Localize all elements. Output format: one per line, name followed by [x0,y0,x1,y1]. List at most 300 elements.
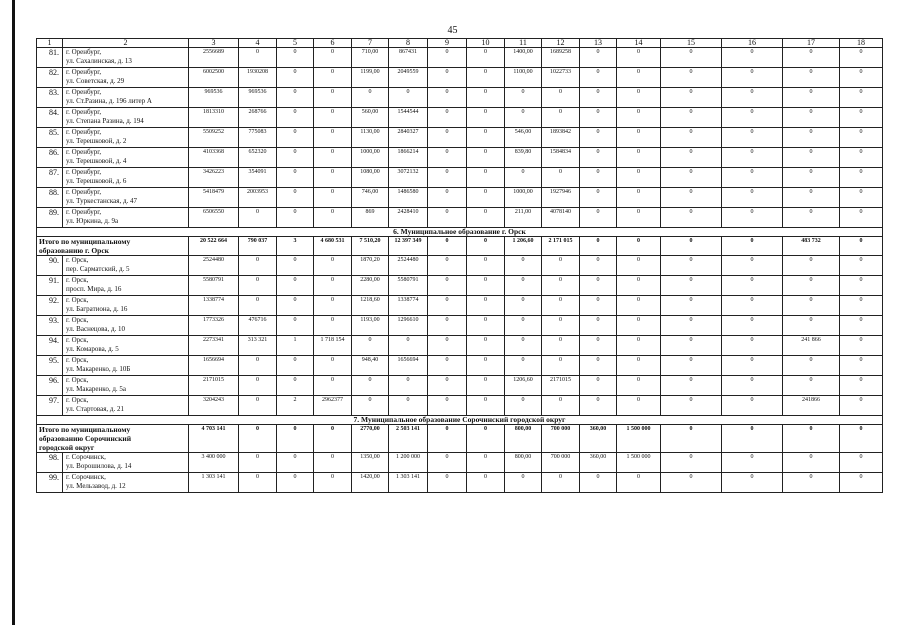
value-cell: 1130,00 [352,128,389,148]
value-cell: 4103368 [189,148,239,168]
value-cell: 0 [277,48,314,68]
column-number-cell: 8 [389,39,428,48]
value-cell: 0 [617,356,661,376]
value-cell: 1656694 [389,356,428,376]
address-cell [63,316,189,336]
value-cell: 0 [580,336,617,356]
table-row [37,128,883,148]
value-cell: 0 [277,356,314,376]
value-cell: 0 [428,453,467,473]
table-row [37,48,883,68]
value-cell: 0 [314,208,352,228]
row-number: 99. [37,473,63,493]
value-cell: 0 [352,376,389,396]
value-cell: 0 [542,256,580,276]
total-row [37,425,883,453]
value-cell: 0 [314,296,352,316]
column-number-cell: 2 [63,39,189,48]
address-line: ул. Васнецова, д. 10 [66,325,126,333]
value-cell: 0 [840,356,883,376]
address-line: г. Оренбург, [66,108,102,116]
value-cell: 0 [722,296,783,316]
address-cell [63,48,189,68]
address-cell [63,168,189,188]
value-cell: 0 [661,473,722,493]
value-cell: 0 [467,256,505,276]
value-cell: 0 [239,276,277,296]
value-cell: 0 [617,276,661,296]
total-label-line: городской округ [39,443,95,452]
value-cell: 969536 [189,88,239,108]
total-row [37,237,883,256]
column-number-cell: 14 [617,39,661,48]
value-cell: 3072132 [389,168,428,188]
value-cell: 0 [617,396,661,416]
value-cell: 0 [352,336,389,356]
value-cell: 0 [314,168,352,188]
value-cell: 0 [428,473,467,493]
value-cell: 1927946 [542,188,580,208]
value-cell: 0 [840,68,883,88]
address-cell [63,128,189,148]
value-cell: 0 [617,88,661,108]
total-value-cell: 0 [661,425,722,453]
total-value-cell: 0 [783,425,840,453]
value-cell: 0 [617,148,661,168]
section-heading-row [37,416,883,425]
table-row [37,356,883,376]
value-cell: 1773326 [189,316,239,336]
address-line: ул. Терешковой, д. 2 [66,137,127,145]
value-cell: 0 [428,376,467,396]
total-value-cell: 2770,00 [352,425,389,453]
address-cell [63,208,189,228]
value-cell: 0 [783,188,840,208]
value-cell: 0 [239,356,277,376]
address-cell [63,256,189,276]
value-cell: 0 [428,48,467,68]
value-cell: 0 [840,108,883,128]
value-cell: 0 [722,88,783,108]
table-row [37,256,883,276]
address-cell [63,296,189,316]
total-value-cell: 0 [428,425,467,453]
value-cell: 1100,00 [505,68,542,88]
column-number-cell: 10 [467,39,505,48]
total-value-cell: 0 [467,425,505,453]
column-number-cell: 16 [722,39,783,48]
value-cell: 2171015 [542,376,580,396]
value-cell: 0 [542,168,580,188]
total-value-cell: 20 522 664 [189,237,239,256]
value-cell: 0 [617,168,661,188]
column-number-cell: 6 [314,39,352,48]
total-value-cell: 0 [617,237,661,256]
value-cell: 0 [239,296,277,316]
value-cell: 0 [840,473,883,493]
total-value-cell: 0 [467,237,505,256]
value-cell: 0 [580,68,617,88]
total-value-cell: 1 500 000 [617,425,661,453]
address-cell [63,108,189,128]
value-cell: 0 [505,168,542,188]
value-cell: 3426223 [189,168,239,188]
address-line: ул. Советская, д. 29 [66,77,125,85]
value-cell: 0 [661,256,722,276]
table-row [37,188,883,208]
value-cell: 0 [580,208,617,228]
value-cell: 0 [783,68,840,88]
value-cell: 0 [580,396,617,416]
table-header-row [37,39,883,48]
total-value-cell: 7 510,20 [352,237,389,256]
address-line: г. Оренбург, [66,208,102,216]
address-line: г. Оренбург, [66,68,102,76]
value-cell: 0 [467,296,505,316]
value-cell: 1 200 000 [389,453,428,473]
value-cell: 0 [722,108,783,128]
address-line: г. Орск, [66,356,89,364]
total-value-cell: 360,00 [580,425,617,453]
address-line: ул. Стартовая, д. 21 [66,405,124,413]
value-cell: 0 [840,128,883,148]
value-cell: 1656694 [189,356,239,376]
value-cell: 560,00 [352,108,389,128]
value-cell: 746,00 [352,188,389,208]
column-number-cell: 15 [661,39,722,48]
address-cell [63,68,189,88]
value-cell: 5418479 [189,188,239,208]
column-number-cell: 4 [239,39,277,48]
value-cell: 0 [428,296,467,316]
address-line: г. Орск, [66,336,89,344]
row-number: 91. [37,276,63,296]
value-cell: 0 [580,256,617,276]
value-cell: 0 [661,68,722,88]
row-number: 95. [37,356,63,376]
value-cell: 0 [722,316,783,336]
value-cell: 1813310 [189,108,239,128]
value-cell: 0 [467,88,505,108]
address-line: ул. Ст.Разина, д. 196 литер А [66,97,152,105]
value-cell: 0 [428,316,467,336]
value-cell: 1080,00 [352,168,389,188]
total-value-cell: 2 171 015 [542,237,580,256]
value-cell: 1584834 [542,148,580,168]
value-cell: 0 [428,208,467,228]
total-label-line: образованию г. Орск [39,246,109,255]
address-line: ул. Багратиона, д. 16 [66,305,128,313]
address-line: просп. Мира, д. 16 [66,285,122,293]
total-value-cell: 4 703 141 [189,425,239,453]
value-cell: 2524480 [189,256,239,276]
value-cell: 0 [277,128,314,148]
total-value-cell: 0 [314,425,352,453]
value-cell: 0 [239,473,277,493]
value-cell: 0 [352,88,389,108]
total-label [37,237,189,256]
value-cell: 0 [840,396,883,416]
column-number-cell: 9 [428,39,467,48]
address-line: ул. Терешковой, д. 6 [66,177,127,185]
table-row [37,296,883,316]
value-cell: 6506550 [189,208,239,228]
total-label-line: Итого по муниципальному [39,425,131,434]
value-cell: 0 [314,256,352,276]
section-heading: 6. Муниципальное образование г. Орск [37,228,883,237]
value-cell: 0 [580,316,617,336]
value-cell: 0 [661,396,722,416]
value-cell: 0 [722,473,783,493]
value-cell: 1 303 141 [389,473,428,493]
value-cell: 1 [277,336,314,356]
value-cell: 0 [722,256,783,276]
value-cell: 476716 [239,316,277,336]
value-cell: 0 [277,88,314,108]
value-cell: 0 [617,256,661,276]
address-line: г. Орск, [66,256,89,264]
address-line: ул. Терешковой, д. 4 [66,157,127,165]
value-cell: 0 [467,396,505,416]
value-cell: 0 [467,316,505,336]
value-cell: 0 [617,316,661,336]
address-line: ул. Макаренко, д. 10Б [66,365,131,373]
row-number: 84. [37,108,63,128]
value-cell: 0 [840,148,883,168]
value-cell: 3 400 000 [189,453,239,473]
value-cell: 0 [661,128,722,148]
address-line: ул. Сахалинская, д. 13 [66,57,132,65]
value-cell: 3204243 [189,396,239,416]
value-cell: 0 [661,88,722,108]
value-cell: 0 [661,356,722,376]
value-cell: 0 [428,336,467,356]
value-cell: 0 [580,148,617,168]
total-value-cell: 0 [428,237,467,256]
value-cell: 0 [467,188,505,208]
value-cell: 0 [542,276,580,296]
value-cell: 0 [505,276,542,296]
value-cell: 1930208 [239,68,277,88]
total-value-cell: 800,00 [505,425,542,453]
value-cell: 0 [783,376,840,396]
row-number: 93. [37,316,63,336]
value-cell: 1 500 000 [617,453,661,473]
total-value-cell: 0 [722,425,783,453]
value-cell: 0 [389,376,428,396]
value-cell: 0 [617,336,661,356]
value-cell: 1022733 [542,68,580,88]
value-cell: 0 [783,208,840,228]
value-cell: 0 [467,148,505,168]
value-cell: 2962377 [314,396,352,416]
value-cell: 1544544 [389,108,428,128]
total-value-cell: 0 [661,237,722,256]
value-cell: 0 [277,276,314,296]
address-line: г. Орск, [66,376,89,384]
value-cell: 0 [505,296,542,316]
value-cell: 313 321 [239,336,277,356]
value-cell: 0 [542,108,580,128]
value-cell: 948,40 [352,356,389,376]
value-cell: 0 [467,208,505,228]
value-cell: 0 [722,356,783,376]
value-cell: 0 [722,48,783,68]
row-number: 92. [37,296,63,316]
address-line: ул. Степана Разина, д. 194 [66,117,144,125]
value-cell: 0 [840,168,883,188]
value-cell: 0 [617,48,661,68]
value-cell: 0 [314,88,352,108]
value-cell: 775083 [239,128,277,148]
value-cell: 0 [661,168,722,188]
value-cell: 0 [277,188,314,208]
value-cell: 0 [722,168,783,188]
value-cell: 1400,00 [505,48,542,68]
value-cell: 0 [314,453,352,473]
value-cell: 0 [783,453,840,473]
value-cell: 0 [542,356,580,376]
row-number: 85. [37,128,63,148]
value-cell: 969536 [239,88,277,108]
column-number-cell: 1 [37,39,63,48]
row-number: 81. [37,48,63,68]
value-cell: 211,00 [505,208,542,228]
value-cell: 4078140 [542,208,580,228]
address-cell [63,376,189,396]
value-cell: 0 [467,473,505,493]
value-cell: 0 [277,316,314,336]
value-cell: 0 [314,128,352,148]
value-cell: 354091 [239,168,277,188]
data-table [36,38,883,493]
address-line: ул. Юркина, д. 9а [66,217,119,225]
value-cell: 0 [722,376,783,396]
column-number-cell: 18 [840,39,883,48]
total-value-cell: 0 [722,237,783,256]
value-cell: 0 [722,208,783,228]
value-cell: 0 [314,148,352,168]
value-cell: 0 [542,88,580,108]
address-line: г. Оренбург, [66,88,102,96]
value-cell: 0 [467,376,505,396]
value-cell: 0 [277,453,314,473]
total-value-cell: 1 206,60 [505,237,542,256]
value-cell: 2049559 [389,68,428,88]
value-cell: 0 [239,453,277,473]
column-number-cell: 13 [580,39,617,48]
value-cell: 2 [277,396,314,416]
value-cell: 0 [239,48,277,68]
value-cell: 1870,20 [352,256,389,276]
value-cell: 0 [277,208,314,228]
address-line: ул. Макаренко, д. 5а [66,385,126,393]
value-cell: 0 [277,473,314,493]
address-line: ул. Ворошилова, д. 14 [66,462,132,470]
address-line: г. Оренбург, [66,48,102,56]
value-cell: 0 [505,256,542,276]
value-cell: 2273341 [189,336,239,356]
value-cell: 0 [722,188,783,208]
value-cell: 0 [239,396,277,416]
value-cell: 241 866 [783,336,840,356]
total-value-cell: 0 [580,237,617,256]
value-cell: 1218,60 [352,296,389,316]
value-cell: 1338774 [389,296,428,316]
row-number: 88. [37,188,63,208]
value-cell: 0 [467,108,505,128]
value-cell: 0 [661,208,722,228]
value-cell: 0 [428,88,467,108]
total-value-cell: 3 [277,237,314,256]
section-heading-row [37,228,883,237]
value-cell: 1193,00 [352,316,389,336]
value-cell: 2524480 [389,256,428,276]
value-cell: 2003953 [239,188,277,208]
value-cell: 0 [239,208,277,228]
total-value-cell: 2 503 141 [389,425,428,453]
value-cell: 2171015 [189,376,239,396]
value-cell: 0 [277,68,314,88]
table-row [37,316,883,336]
value-cell: 0 [617,68,661,88]
value-cell: 0 [840,376,883,396]
value-cell: 0 [722,396,783,416]
value-cell: 652320 [239,148,277,168]
section-heading: 7. Муниципальное образование Сорочинский городской округ [37,416,883,425]
address-line: г. Оренбург, [66,188,102,196]
value-cell: 0 [783,88,840,108]
address-line: ул. Комарова, д. 5 [66,345,119,353]
row-number: 86. [37,148,63,168]
value-cell: 1689258 [542,48,580,68]
value-cell: 0 [661,316,722,336]
value-cell: 0 [467,48,505,68]
row-number: 97. [37,396,63,416]
value-cell: 6002500 [189,68,239,88]
value-cell: 241866 [783,396,840,416]
address-cell [63,453,189,473]
value-cell: 0 [840,256,883,276]
value-cell: 2840327 [389,128,428,148]
value-cell: 1338774 [189,296,239,316]
value-cell: 0 [277,108,314,128]
value-cell: 0 [661,188,722,208]
value-cell: 2556689 [189,48,239,68]
value-cell: 700 000 [542,453,580,473]
value-cell: 0 [542,296,580,316]
value-cell: 0 [467,336,505,356]
address-cell [63,396,189,416]
value-cell: 0 [314,276,352,296]
value-cell: 0 [661,108,722,128]
table-row [37,276,883,296]
value-cell: 0 [428,108,467,128]
value-cell: 0 [580,356,617,376]
value-cell: 0 [505,356,542,376]
value-cell: 0 [580,48,617,68]
address-line: г. Оренбург, [66,148,102,156]
value-cell: 0 [277,296,314,316]
value-cell: 0 [661,376,722,396]
row-number: 90. [37,256,63,276]
column-number-cell: 12 [542,39,580,48]
row-number: 83. [37,88,63,108]
table-body [37,39,883,493]
value-cell: 0 [580,188,617,208]
value-cell: 0 [314,68,352,88]
address-line: ул. Мельзавод, д. 12 [66,482,126,490]
